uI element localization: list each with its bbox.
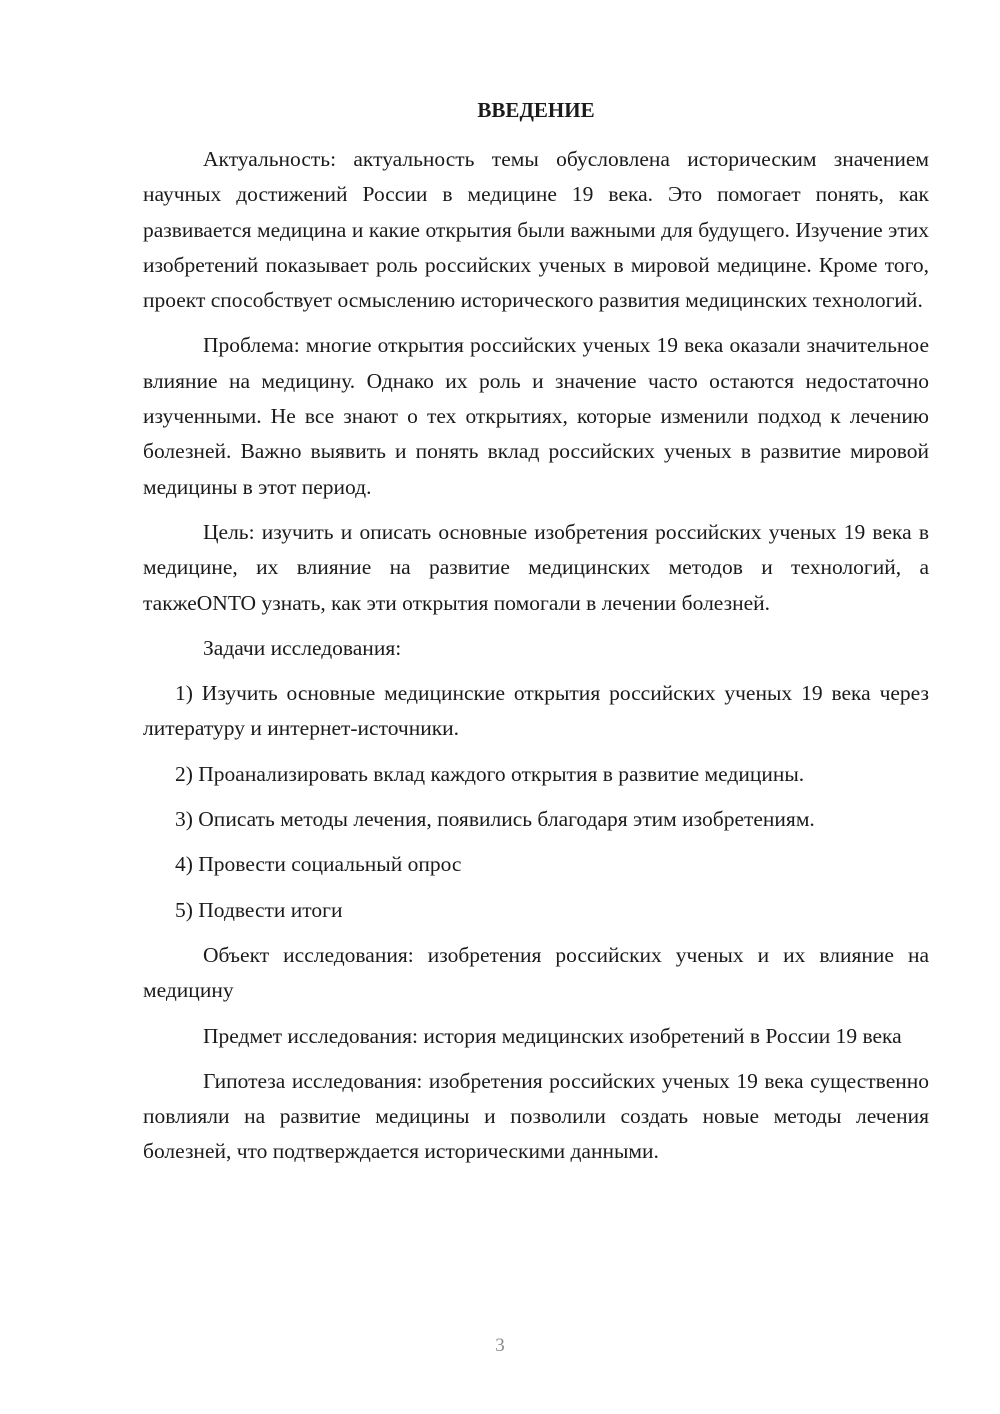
paragraph-hypothesis: Гипотеза исследования: изобретения российских ученых 19 века существенно повлияли на развитие медицины и позволили создать новые методы лечения болезней, что подтверждается историческими данными. [143, 1068, 929, 1164]
paragraph-subject: Предмет исследования: история медицинских изобретений в России 19 века [203, 1023, 902, 1048]
task-item-1: 1) Изучить основные медицинские открытия российских ученых 19 века через литературу и интернет-источники. [143, 681, 929, 741]
task-item-2: 2) Проанализировать вклад каждого открытия в развитие медицины. [175, 761, 805, 786]
paragraph-problem: Проблема: многие открытия российских ученых 19 века оказали значительное влияние на медицину. Однако их роль и значение часто остаются недостаточно изученными. Не все знают о тех открытиях, которые изменили подход к лечению болезней. Важно выявить и понять вклад российских ученых в развитие мировой медицины в этот период. [143, 333, 929, 499]
paragraph-goal: Цель: изучить и описать основные изобретения российских ученых 19 века в медицине, их влияние на развитие медицинских методов и технологий, а такжеONTO узнать, как эти открытия помогали в лечении болезней. [143, 519, 929, 615]
paragraph-object: Объект исследования: изобретения российских ученых и их влияние на медицину [143, 942, 929, 1003]
paragraph-relevance: Актуальность: актуальность темы обусловлена историческим значением научных достижений России в медицине 19 века. Это помогает понять, как развивается медицина и какие открытия были важными для будущего. Изучение этих изобретений показывает роль российских ученых в мировой медицине. Кроме того, проект способствует осмыслению исторического развития медицинских технологий. [143, 147, 929, 313]
document-body [143, 142, 929, 1170]
task-item-3: 3) Описать методы лечения, появились благодаря этим изобретениям. [175, 807, 815, 832]
section-title: ВВЕДЕНИЕ [477, 98, 595, 122]
task-item-5: 5) Подвести итоги [175, 897, 343, 922]
paragraph-tasks-heading: Задачи исследования: [203, 635, 402, 660]
task-item-4: 4) Провести социальный опрос [175, 852, 462, 877]
page-number: 3 [495, 1335, 505, 1356]
